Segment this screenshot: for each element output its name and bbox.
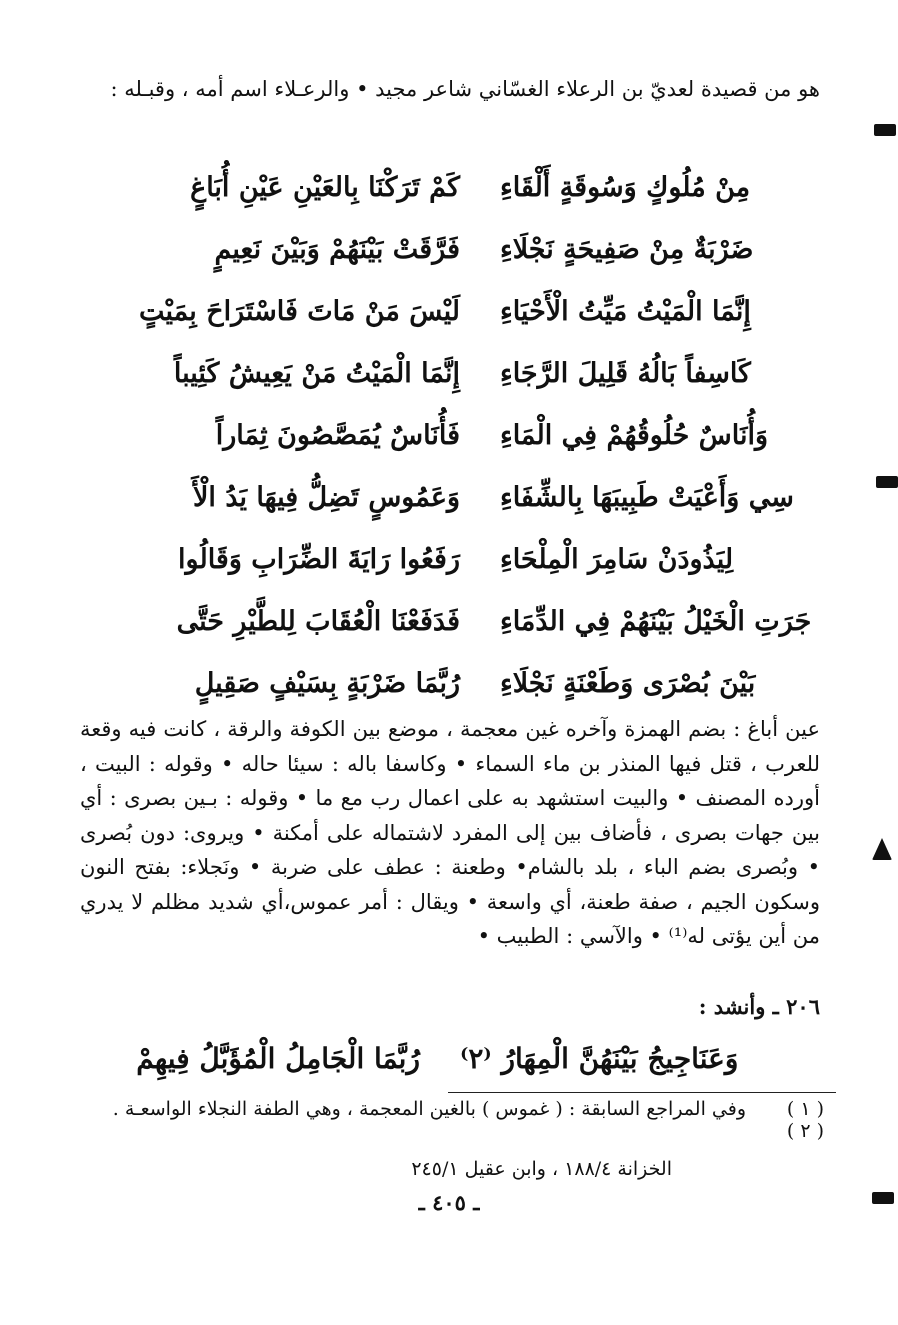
verse-second-hemistich: لِيَذُودَنْ سَامِرَ الْمِلْحَاءِ bbox=[500, 543, 734, 575]
footnote-text bbox=[84, 1120, 746, 1142]
margin-scan-mark bbox=[874, 124, 896, 136]
verse-first-hemistich: وَعَمُوسٍ تَضِلُّ فِيهَا يَدُ الْأَ bbox=[193, 481, 460, 513]
verse-second-hemistich: ضَرْبَةٌ مِنْ صَفِيحَةٍ نَجْلَاءِ bbox=[500, 233, 754, 265]
footnote-number: ( ٢ ) bbox=[786, 1120, 824, 1142]
page-number: ـ ٤٠٥ ـ bbox=[418, 1190, 480, 1215]
margin-scan-mark bbox=[872, 1192, 894, 1204]
verse-first-hemistich: لَيْسَ مَنْ مَاتَ فَاسْتَرَاحَ بِمَيْتٍ bbox=[138, 295, 460, 327]
margin-scan-mark bbox=[876, 476, 898, 488]
verse-line bbox=[140, 156, 820, 218]
cited-verse bbox=[100, 1030, 780, 1086]
cited-verse-first-hemistich: رُبَّمَا الْجَامِلُ الْمُؤَبَّلُ فِيهِمْ bbox=[136, 1041, 420, 1075]
verse-second-hemistich: مِنْ مُلُوكٍ وَسُوقَةٍ أَلْقَاءِ bbox=[500, 171, 751, 203]
margin-scan-mark bbox=[872, 838, 892, 860]
verse-first-hemistich: فَدَفَعْنَا الْعُقَابَ لِلطَّيْرِ حَتَّى bbox=[176, 605, 460, 637]
verse-first-hemistich: رَفَعُوا رَايَةَ الضِّرَابِ وَقَالُوا bbox=[178, 543, 460, 575]
verse-line bbox=[140, 528, 820, 590]
commentary-paragraph: عين أباغ : بضم الهمزة وآخره غين معجمة ، موضع بين الكوفة والرقة ، كانت فيه وقعة للعرب ، قتل فيها المنذر بن ماء السماء • وكاسفا باله : سيئا حاله • وقوله : البيت ، أورده المصنف • والبيت استشهد به على اعمال رب مع ما • وقوله : بـين بصرى : أي بين جهات بصرى ، فأضاف بين إلى المفرد لاشتماله على أمكنة • ويروى: دون بُصرى • وبُصرى بضم الباء ، بلد بالشام• وطعنة : عطف على ضربة • ونَجلاء: بفتح النون وسكون الجيم ، صفة طعنة، أي واسعة • ويقال : أمر عموس،أي شديد مظلم لا يدري من أين يؤتى له⁽¹⁾ • والآسي : الطبيب • bbox=[80, 717, 820, 948]
footnotes bbox=[84, 1098, 824, 1142]
verse-first-hemistich: رُبَّمَا ضَرْبَةٍ بِسَيْفٍ صَقِيلٍ bbox=[194, 667, 460, 699]
verse-line bbox=[140, 404, 820, 466]
footnote bbox=[84, 1098, 824, 1120]
section-heading: ٢٠٦ ـ وأنشد : bbox=[698, 994, 820, 1019]
poem-verses bbox=[140, 156, 820, 714]
verse-line bbox=[140, 652, 820, 714]
verse-first-hemistich: إِنَّمَا الْمَيْتُ مَنْ يَعِيشُ كَئِيباً bbox=[173, 357, 460, 389]
verse-second-hemistich: كَاسِفاً بَالُهُ قَلِيلَ الرَّجَاءِ bbox=[500, 357, 751, 389]
verse-first-hemistich: كَمْ تَرَكْنَا بِالعَيْنِ عَيْنِ أُبَاغٍ bbox=[190, 171, 460, 203]
verse-second-hemistich: جَرَتِ الْخَيْلُ بَيْنَهُمْ فِي الدِّمَاءِ bbox=[500, 605, 812, 637]
verse-line bbox=[140, 280, 820, 342]
verse-second-hemistich: بَيْنَ بُصْرَى وَطَعْنَةٍ نَجْلَاءِ bbox=[500, 667, 756, 699]
verse-second-hemistich: إِنَّمَا الْمَيْتُ مَيِّتُ الْأَحْيَاءِ bbox=[500, 295, 751, 327]
cited-verse-second-hemistich: وَعَنَاجِيجُ بَيْنَهُنَّ الْمِهَارُ ⁽٢⁾ bbox=[460, 1041, 739, 1075]
intro-paragraph: هو من قصيدة لعديّ بن الرعلاء الغسّاني شاعر مجيد • والرعـلاء اسم أمه ، وقبـله : bbox=[110, 77, 820, 101]
verse-first-hemistich: فَرَّقَتْ بَيْنَهُمْ وَبَيْنَ نَعِيمٍ bbox=[214, 233, 460, 265]
verse-second-hemistich: وَأُنَاسٌ حُلُوقُهُمْ فِي الْمَاءِ bbox=[500, 419, 769, 451]
verse-line bbox=[140, 218, 820, 280]
verse-line bbox=[140, 466, 820, 528]
footnote-references: الخزانة ١٨٨/٤ ، وابن عقيل ٢٤٥/١ bbox=[411, 1158, 672, 1180]
footnote-number: ( ١ ) bbox=[786, 1098, 824, 1120]
verse-line bbox=[140, 590, 820, 652]
verse-second-hemistich: سِي وَأَعْيَتْ طَبِيبَهَا بِالشِّفَاءِ bbox=[500, 481, 794, 513]
verse-line bbox=[140, 342, 820, 404]
footnote bbox=[84, 1120, 824, 1142]
footnote-text: وفي المراجع السابقة : ( غموس ) بالغين المعجمة ، وهي الطفة النجلاء الواسعـة . bbox=[112, 1098, 746, 1120]
verse-first-hemistich: فَأُنَاسٌ يُمَصَّصُونَ ثِمَاراً bbox=[215, 419, 460, 451]
footnote-divider bbox=[448, 1092, 836, 1093]
